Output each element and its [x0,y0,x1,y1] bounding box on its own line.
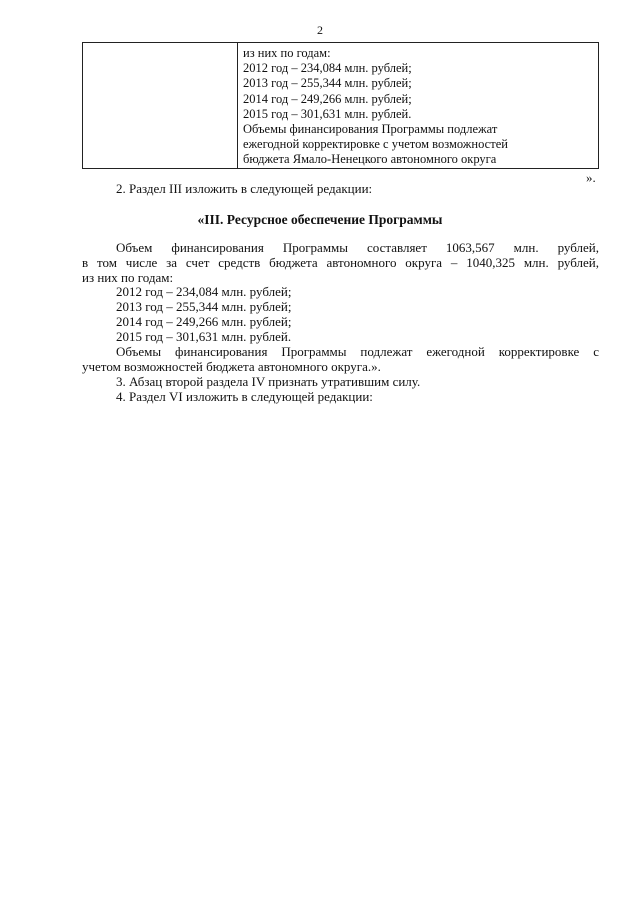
table-cell-left [83,43,237,168]
table-cell-right [243,46,590,168]
para1-line2: в том числе за счет средств бюджета автономного округа – 1040,325 млн. рублей, [82,255,599,270]
item-4-text: 4. Раздел VI изложить в следующей редакции: [116,389,373,404]
table-line: из них по годам: [243,46,331,60]
para1-line1: Объем финансирования Программы составляет 1063,567 млн. рублей, [116,240,599,255]
year-line-2014: 2014 год – 249,266 млн. рублей; [116,314,292,329]
table-line: 2014 год – 249,266 млн. рублей; [243,91,412,106]
table-line: 2013 год – 255,344 млн. рублей; [243,76,412,91]
year-line-2012: 2012 год – 234,084 млн. рублей; [116,284,292,299]
para2-line1: Объемы финансирования Программы подлежат ежегодной корректировке с [116,344,599,359]
table-line: Объемы финансирования Программы подлежат [243,122,498,137]
table-line: 2012 год – 234,084 млн. рублей; [243,61,412,76]
item-3-text: 3. Абзац второй раздела IV признать утратившим силу. [116,374,421,389]
table-line: ежегодной корректировке с учетом возможностей [243,137,508,152]
year-line-2013: 2013 год – 255,344 млн. рублей; [116,299,292,314]
year-line-2015: 2015 год – 301,631 млн. рублей. [116,329,292,344]
program-table [82,42,599,169]
item-2-text: 2. Раздел III изложить в следующей редакции: [116,181,373,196]
table-close-quote: ». [586,170,596,185]
page-number: 2 [317,23,323,37]
section-heading: «III. Ресурсное обеспечение Программы [197,212,443,227]
table-column-divider [237,43,238,168]
table-line: 2015 год – 301,631 млн. рублей. [243,106,412,121]
table-line: бюджета Ямало-Ненецкого автономного округа [243,152,497,167]
para2-line2: учетом возможностей бюджета автономного округа.». [82,359,381,374]
para1-line3: из них по годам: [82,270,174,285]
